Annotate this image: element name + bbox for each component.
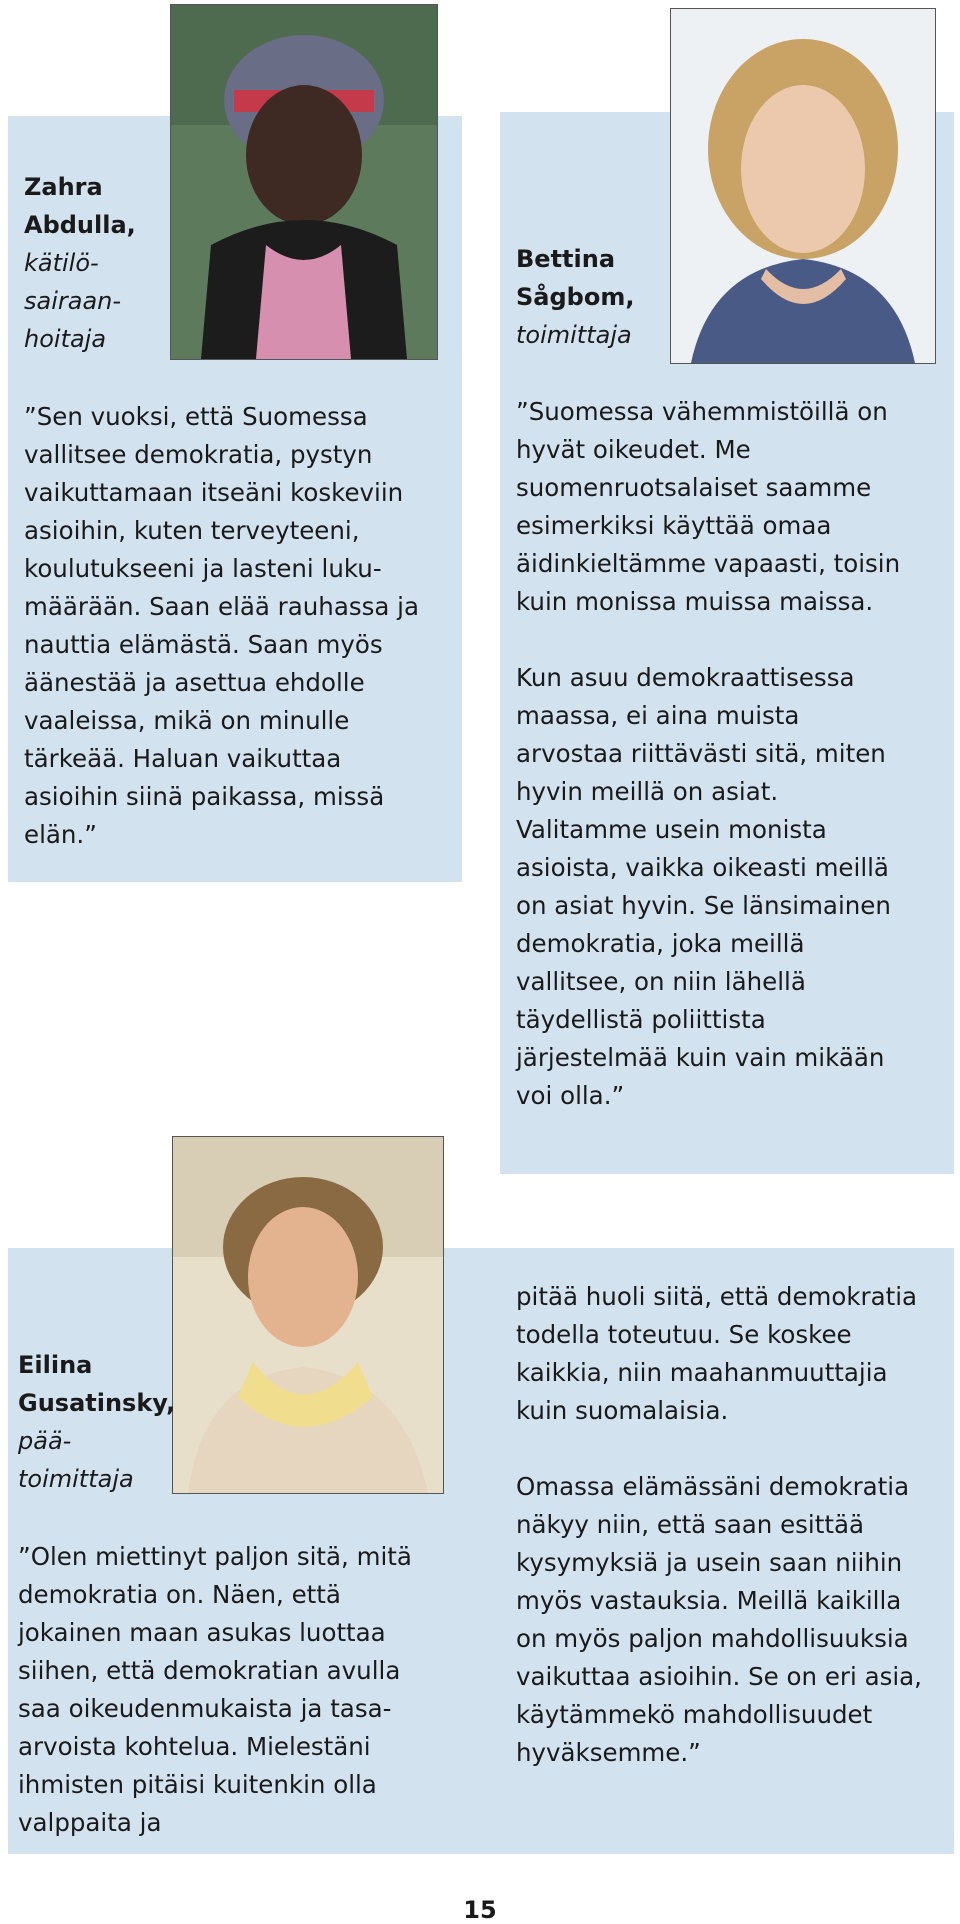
role-line: kätilö- <box>24 249 99 277</box>
portrait-photo-eilina <box>172 1136 444 1494</box>
person-name-eilina <box>18 1346 175 1498</box>
name-line: Bettina <box>516 245 616 273</box>
quote-eilina-continued <box>516 1278 934 1772</box>
page-number: 15 <box>463 1896 497 1924</box>
quote-paragraph: Kun asuu demokraattisessa maassa, ei aina muista arvostaa riittävästi sitä, miten hyvin meillä on asiat. Valitamme usein monista asioista, vaikka oikeasti meillä on asiat hyvin. Se länsimainen demokratia, joka meillä vallitsee, on niin lähellä täydellistä poliittista järjestelmää kuin vain mikään voi olla.” <box>516 663 891 1110</box>
role-line: sairaan- <box>24 287 122 315</box>
name-line: Gusatinsky, <box>18 1389 176 1417</box>
portrait-photo-zahra <box>170 4 438 360</box>
name-line: Zahra <box>24 173 103 201</box>
quote-zahra <box>24 398 434 854</box>
name-line: Abdulla, <box>24 211 136 239</box>
role-line: toimittaja <box>18 1465 134 1493</box>
quote-paragraph: ”Olen miettinyt paljon sitä, mitä demokratia on. Näen, että jokainen maan asukas luottaa siihen, että demokratian avulla saa oikeudenmukaista ja tasa-arvoista kohtelua. Mielestäni ihmisten pitäisi kuitenkin olla valppaita ja <box>18 1542 412 1837</box>
quote-bettina <box>516 393 914 1115</box>
quote-paragraph: Omassa elämässäni demokratia näkyy niin, että saan esittää kysymyksiä ja usein saan niihin myös vastauksia. Meillä kaikilla on myös paljon mahdollisuuksia vaikuttaa asioihin. Se on eri asia, käytämmekö mahdollisuudet hyväksemme.” <box>516 1472 922 1767</box>
quote-paragraph: pitää huoli siitä, että demokratia todella toteutuu. Se koskee kaikkia, niin maahanmuuttajia kuin suomalaisia. <box>516 1282 918 1425</box>
role-line: hoitaja <box>24 325 107 353</box>
name-line: Eilina <box>18 1351 93 1379</box>
portrait-photo-bettina <box>670 8 936 364</box>
role-line: toimittaja <box>516 321 632 349</box>
name-line: Sågbom, <box>516 283 635 311</box>
quote-eilina <box>18 1538 448 1842</box>
person-name-zahra <box>24 168 136 358</box>
role-line: pää- <box>18 1427 72 1455</box>
person-name-bettina <box>516 240 634 354</box>
quote-paragraph: ”Suomessa vähemmistöillä on hyvät oikeudet. Me suomenruotsalaiset saamme esimerkiksi käyttää omaa äidinkieltämme vapaasti, toisin kuin monissa muissa maissa. <box>516 397 901 616</box>
quote-paragraph: ”Sen vuoksi, että Suomessa vallitsee demokratia, pystyn vaikuttamaan itseäni koskeviin asioihin, kuten terveyteeni, koulutukseeni ja lasteni luku-määrään. Saan elää rauhassa ja nauttia elämästä. Saan myös äänestää ja asettua ehdolle vaaleissa, mikä on minulle tärkeää. Haluan vaikuttaa asioihin siinä paikassa, missä elän.” <box>24 402 419 849</box>
